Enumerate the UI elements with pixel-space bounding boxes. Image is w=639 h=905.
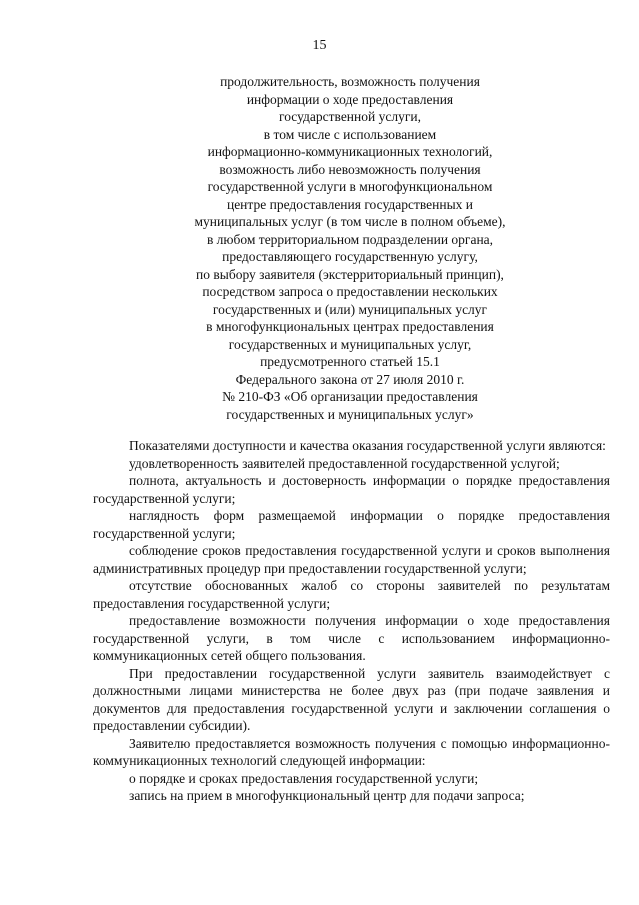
paragraph: о порядке и сроках предоставления государственной услуги;: [129, 770, 479, 786]
heading-line: государственных и муниципальных услуг»: [226, 406, 474, 422]
heading-line: возможность либо невозможность получения: [219, 161, 481, 177]
heading-line: государственной услуги в многофункциональном: [207, 179, 493, 194]
heading-line: посредством запроса о предоставлении нескольких: [202, 284, 498, 299]
paragraph: Показателями доступности и качества оказания государственной услуги являются:: [129, 438, 606, 453]
paragraph: полнота, актуальность и достоверность информации о порядке предоставления государственной услуги;: [93, 473, 610, 506]
heading-line: по выбору заявителя (экстерриториальный принцип),: [196, 266, 504, 282]
heading-line: государственных и (или) муниципальных услуг: [212, 301, 488, 317]
paragraph: наглядность форм размещаемой информации о порядке предоставления государственной услуги;: [93, 508, 610, 541]
heading-line: № 210-ФЗ «Об организации предоставления: [222, 389, 478, 404]
heading-line: информации о ходе предоставления: [246, 91, 454, 107]
heading-line: Федерального закона от 27 июля 2010 г.: [235, 371, 465, 387]
heading-line: центре предоставления государственных и: [226, 196, 474, 212]
heading-line: муниципальных услуг (в том числе в полном объеме),: [194, 214, 506, 229]
heading-line: предусмотренного статьей 15.1: [260, 354, 440, 369]
paragraph: отсутствие обоснованных жалоб со стороны заявителей по результатам предоставления государственной услуги;: [93, 578, 610, 611]
body-text: [93, 437, 610, 805]
heading-line: в многофункциональных центрах предоставления: [206, 319, 494, 334]
paragraph: удовлетворенность заявителей предоставленной государственной услугой;: [129, 455, 560, 471]
page-number: 15: [312, 38, 327, 53]
heading-line: государственной услуги,: [279, 109, 421, 124]
paragraph: запись на прием в многофункциональный центр для подачи запроса;: [129, 788, 525, 803]
heading-line: предоставляющего государственную услугу,: [222, 249, 478, 264]
paragraph: При предоставлении государственной услуги заявитель взаимодействует с должностными лицами министерства не более двух раз (при подаче заявления и документов для предоставления государственной услуги и заключении соглашения о предоставлении субсидии).: [93, 665, 610, 733]
paragraph: предоставление возможности получения информации о ходе предоставления государственной услуги, в том числе с использованием информационно-коммуникационных сетей общего пользования.: [93, 613, 610, 663]
paragraph: Заявителю предоставляется возможность получения с помощью информационно-коммуникационных технологий следующей информации:: [93, 735, 610, 768]
section-heading: [90, 73, 610, 423]
heading-line: в любом территориальном подразделении органа,: [206, 231, 494, 247]
heading-line: информационно-коммуникационных технологий,: [207, 144, 493, 159]
paragraph: соблюдение сроков предоставления государственной услуги и сроков выполнения административных процедур при предоставлении государственной услуги;: [93, 543, 610, 576]
heading-line: государственных и муниципальных услуг,: [228, 336, 472, 352]
heading-line: продолжительность, возможность получения: [220, 74, 480, 89]
heading-line: в том числе с использованием: [263, 126, 437, 142]
